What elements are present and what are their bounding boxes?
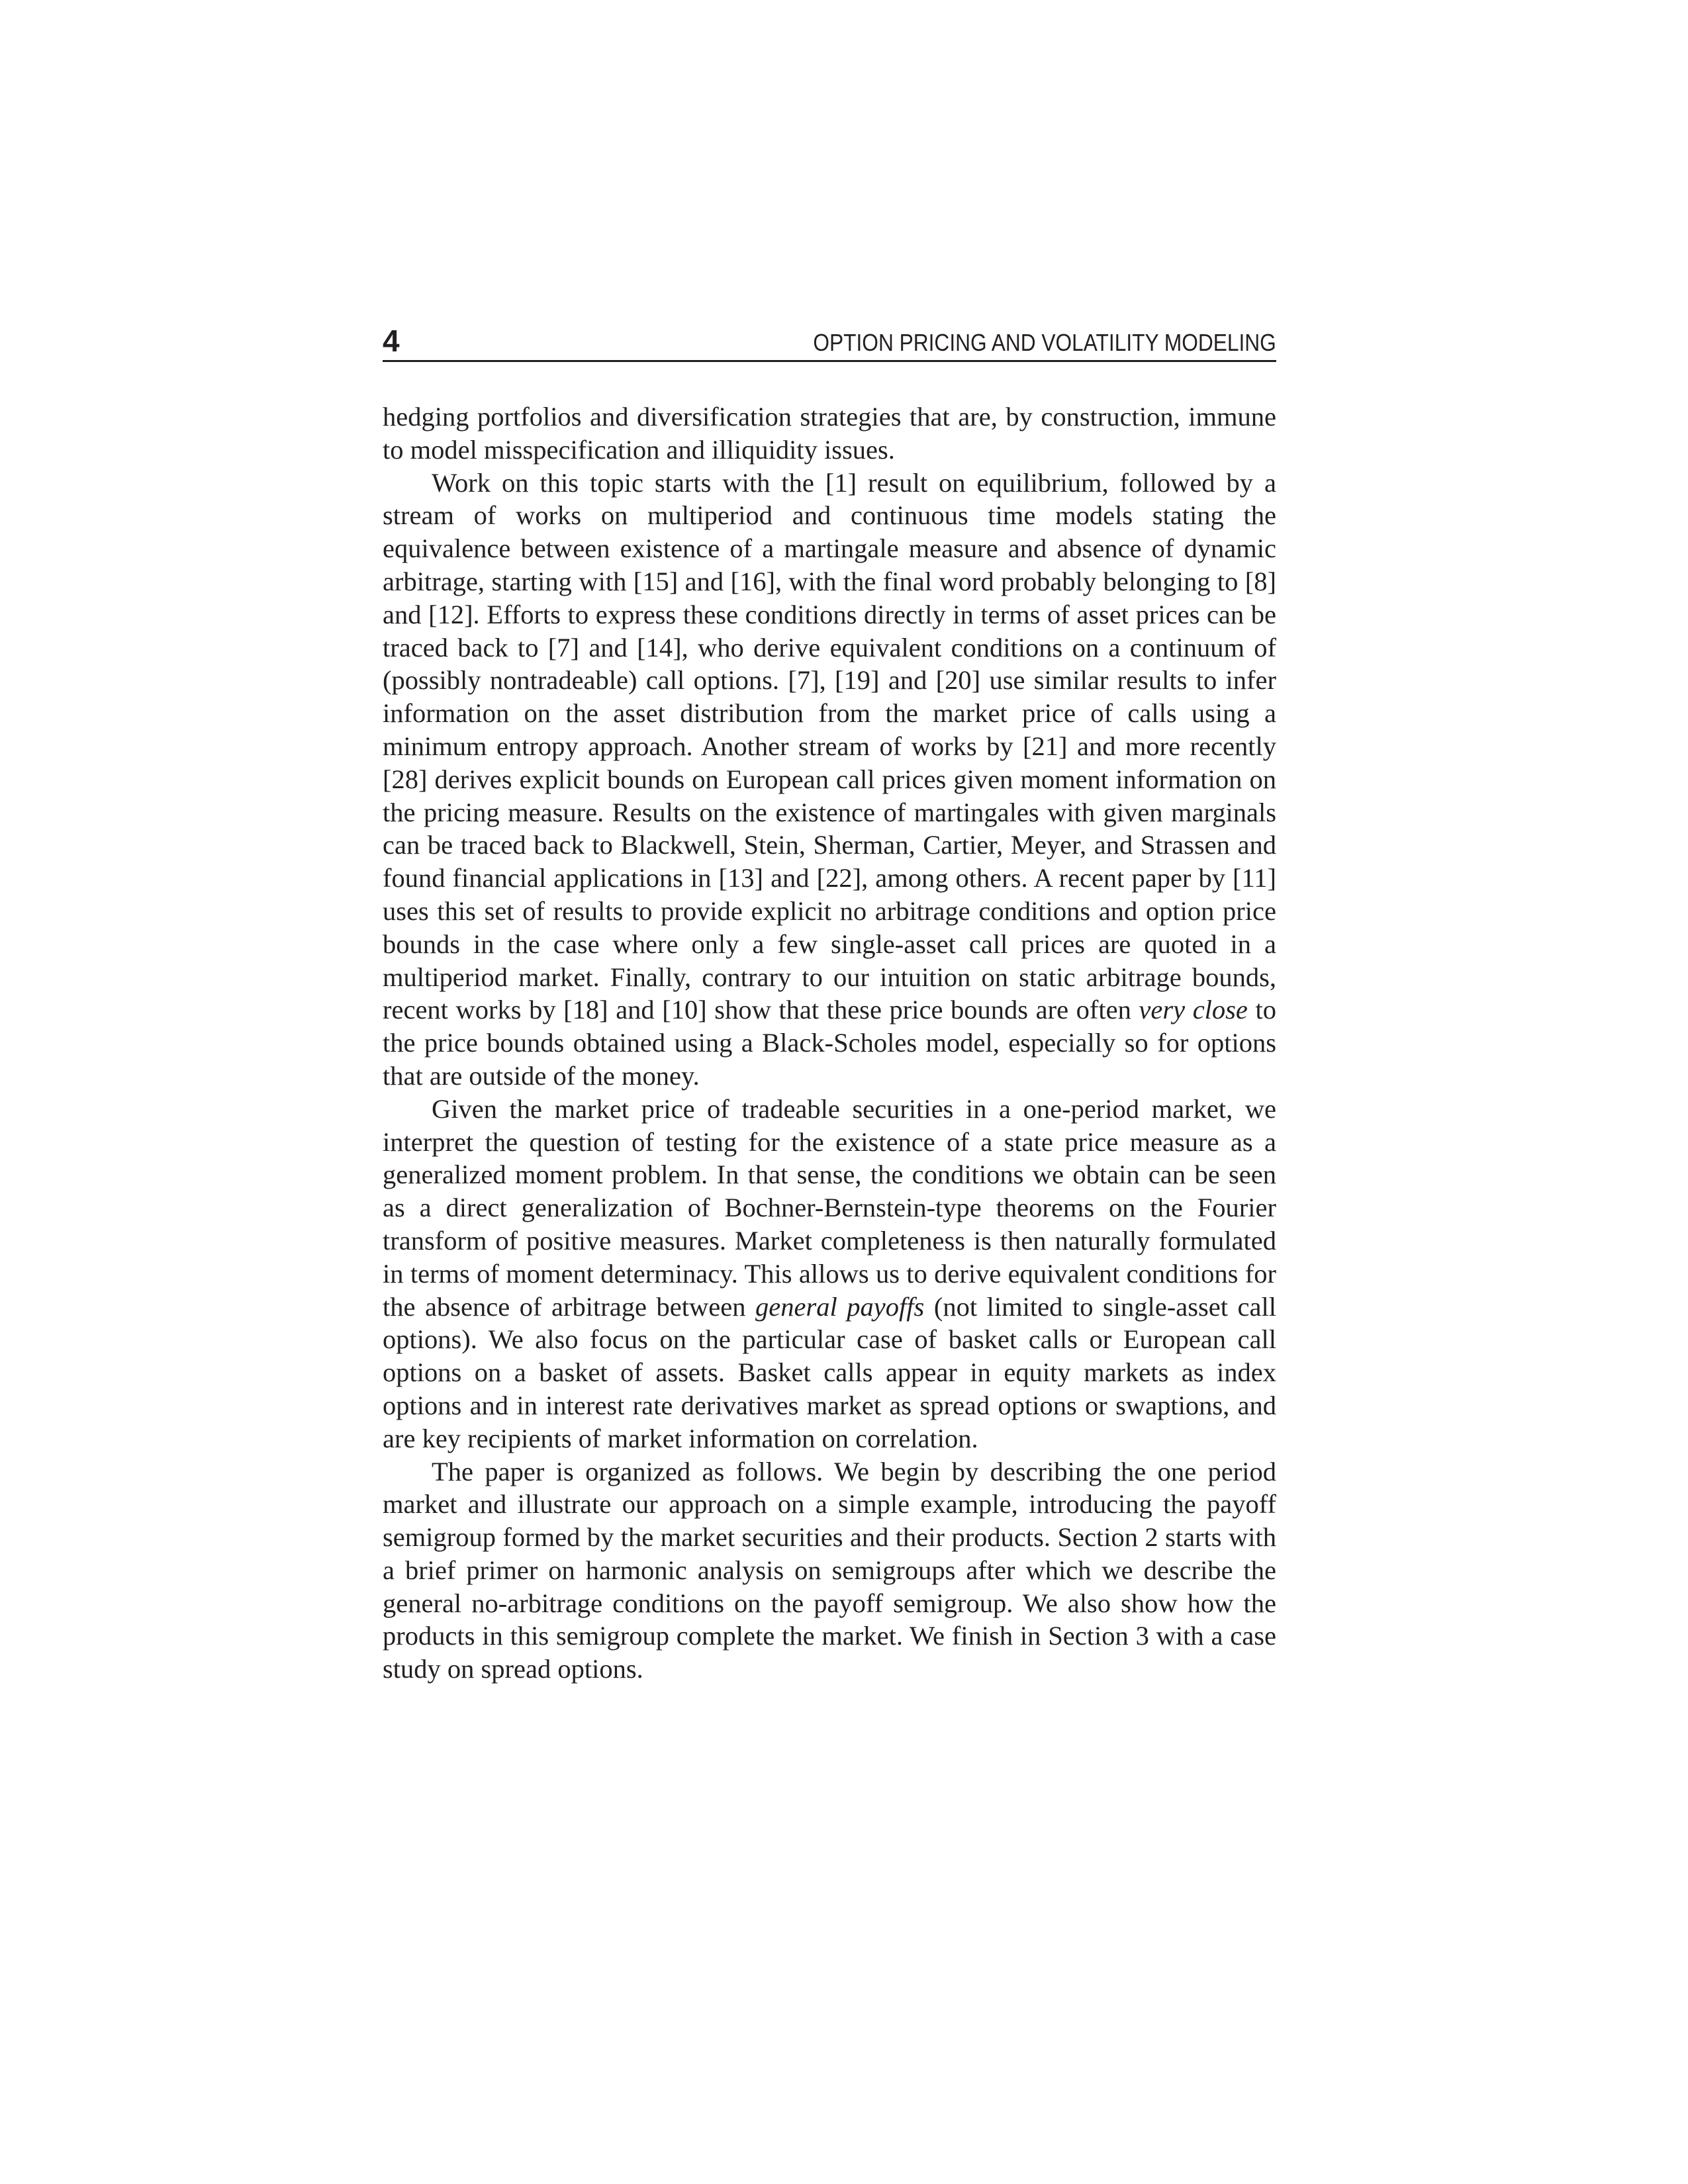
paragraph-2-emphasis: very close — [1139, 995, 1248, 1025]
paragraph-2-text-after: to the price bounds obtained using a Black-Scholes model, especially so for options that are outside of the money. — [383, 995, 1276, 1091]
paragraph-4 — [383, 1455, 1276, 1686]
paragraph-3-text: Given the market price of tradeable securities in a one-period market, we interpret the question of testing for the existence of a state price measure as a generalized moment problem. In that sense, the conditions we obtain can be seen as a direct generalization of Bochner-Bernstein-type theorems on the Fourier transform of positive measures. Market completeness is then naturally formulated in terms of moment determinacy. This allows us to derive equivalent conditions for the absence of arbitrage between — [383, 1093, 1276, 1322]
page-header — [383, 319, 1276, 362]
page-number: 4 — [383, 324, 400, 358]
paragraph-2-text: Work on this topic starts with the [1] result on equilibrium, followed by a stream of works on multiperiod and continuous time models stating the equivalence between existence of a martingale measure and absence of dynamic arbitrage, starting with [15] and [16], with the final word probably belonging to [8] and [12]. Efforts to express these conditions directly in terms of asset prices can be traced back to [7] and [14], who derive equivalent conditions on a continuum of (possibly nontradeable) call options. [7], [19] and [20] use similar results to infer information on the asset distribution from the market price of calls using a minimum entropy approach. Another stream of works by [21] and more recently [28] derives explicit bounds on European call prices given moment information on the pricing measure. Results on the existence of martingales with given marginals can be traced back to Blackwell, Stein, Sherman, Cartier, Meyer, and Strassen and found financial applications in [13] and [22], among others. A recent paper by [11] uses this set of results to provide explicit no arbitrage conditions and option price bounds in the case where only a few single-asset call prices are quoted in a multiperiod market. Finally, contrary to our intuition on static arbitrage bounds, recent works by [18] and [10] show that these price bounds are often — [383, 467, 1276, 1025]
body-text — [383, 400, 1276, 1686]
paragraph-3-emphasis: general payoffs — [755, 1291, 925, 1322]
paragraph-3-text-after: (not limited to single-asset call options). We also focus on the particular case of basket calls or European call options on a basket of assets. Basket calls appear in equity markets as index options and in interest rate derivatives market as spread options or swaptions, and are key recipients of market information on correlation. — [383, 1291, 1277, 1453]
running-title: OPTION PRICING AND VOLATILITY MODELING — [813, 329, 1276, 356]
paragraph-2 — [383, 467, 1276, 1093]
paragraph-4-text: The paper is organized as follows. We begin by describing the one period market and illustrate our approach on a simple example, introducing the payoff semigroup formed by the market securities and their products. Section 2 starts with a brief primer on harmonic analysis on semigroups after which we describe the general no-arbitrage conditions on the payoff semigroup. We also show how the products in this semigroup complete the market. We finish in Section 3 with a case study on spread options. — [383, 1456, 1276, 1684]
paragraph-1 — [383, 400, 1276, 467]
paragraph-3 — [383, 1093, 1276, 1455]
paragraph-1-text: hedging portfolios and diversification strategies that are, by construction, immune to model misspecification and illiquidity issues. — [383, 402, 1276, 465]
